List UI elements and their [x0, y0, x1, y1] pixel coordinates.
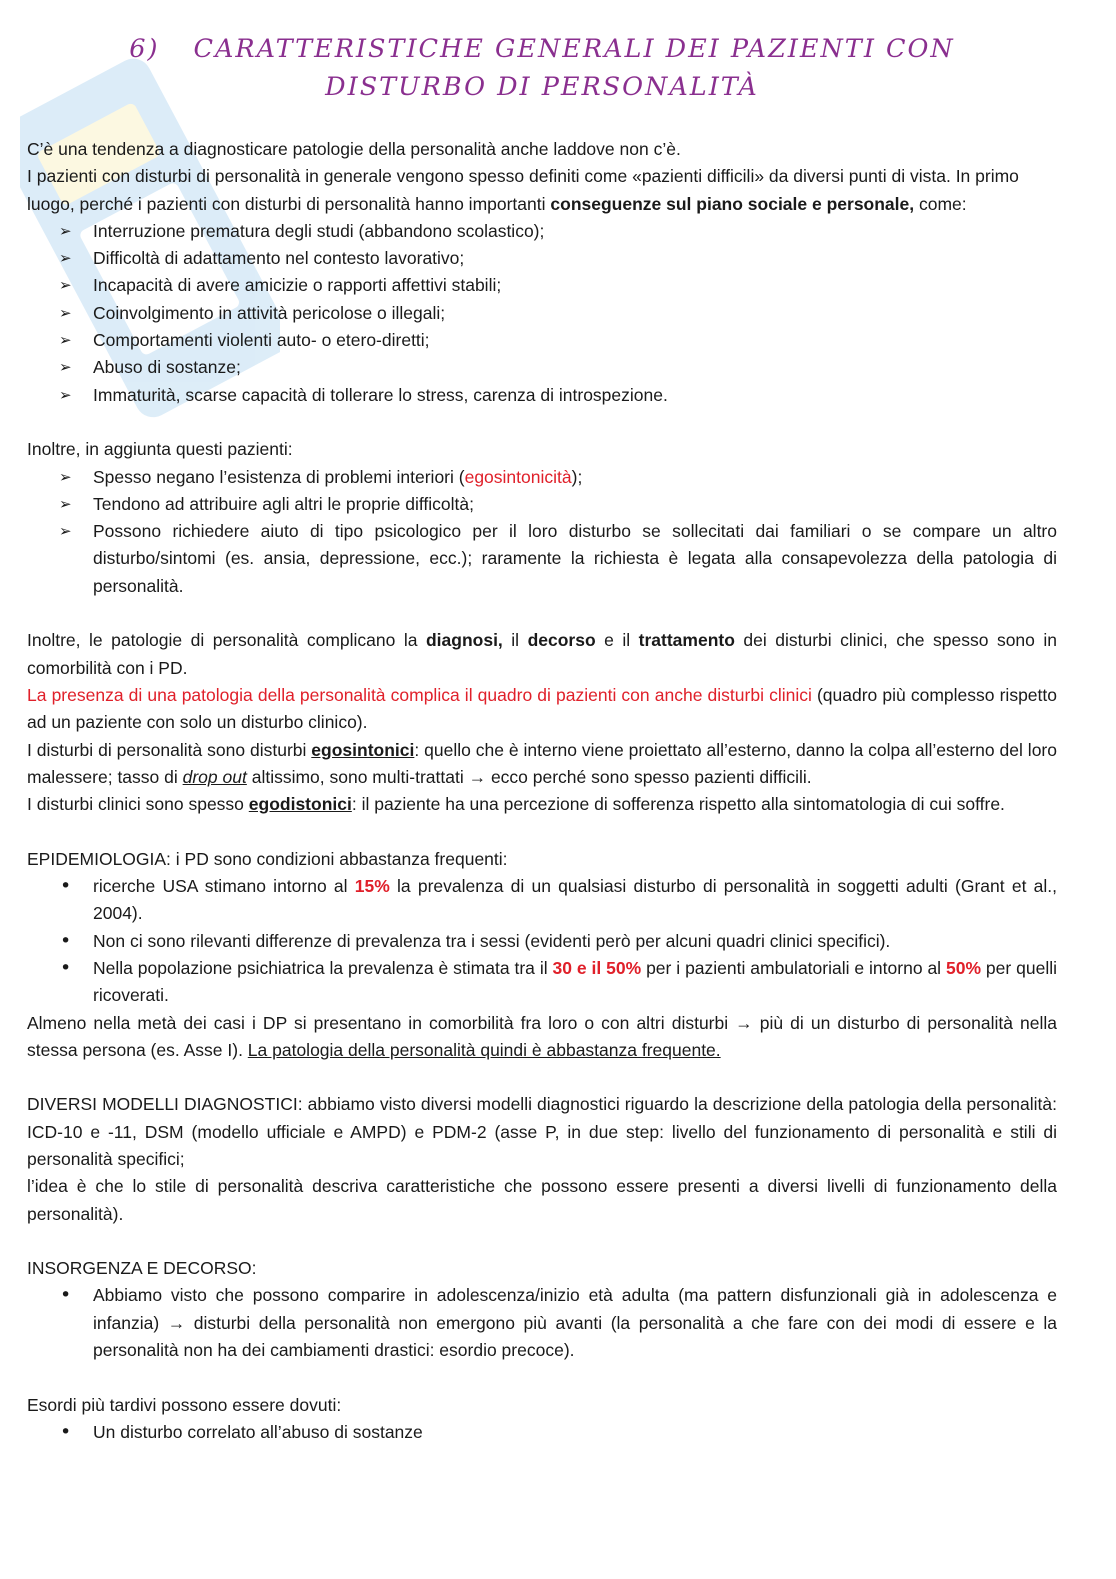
epidemiologia-lead: EPIDEMIOLOGIA: i PD sono condizioni abbastanza frequenti: — [27, 848, 508, 869]
list-item: • Abbiamo visto che possono comparire in adolescenza/inizio età adulta (ma pattern disfunzionali già in adolescenza e infanzia) → disturbi della personalità non emergono più avanti (la personalità a che fare con dei modi di essere e la personalità non ha dei cambiamenti drastici: esordio precoce). — [27, 1282, 1057, 1364]
complications-paragraph: Inoltre, le patologie di personalità complicano la diagnosi, il decorso e il trattamento dei disturbi clinici, che spesso sono in comorbilità con i PD. — [27, 630, 1058, 678]
modelli-paragraph-2: l’idea è che lo stile di personalità descriva caratteristiche che possono essere presenti a diversi livelli di funzionamento della personalità). — [27, 1176, 1057, 1224]
list-item: ➢ Possono richiedere aiuto di tipo psicologico per il loro disturbo se sollecitati dai familiari o se compare un altro disturbo/sintomi (es. ansia, depressione, ecc.); raramente la richiesta è legata alla consapevolezza della patologia di personalità. — [27, 518, 1057, 600]
list-item: ➢ Tendono ad attribuire agli altri le proprie difficoltà; — [27, 491, 1057, 518]
list-item: ➢ Interruzione prematura degli studi (abbandono scolastico); — [27, 218, 1057, 245]
title-number: 6) — [129, 34, 160, 64]
title-line-2: DISTURBO DI PERSONALITÀ — [325, 72, 759, 102]
list-item: ➢ Difficoltà di adattamento nel contesto lavorativo; — [27, 245, 1057, 272]
title-line-1: CARATTERISTICHE GENERALI DEI PAZIENTI CON — [193, 34, 955, 64]
list-item: • Nella popolazione psichiatrica la prevalenza è stimata tra il 30 e il 50% per i pazienti ambulatoriali e intorno al 50% per quelli ricoverati. — [27, 955, 1057, 1010]
traits-list — [27, 464, 1057, 600]
list-item: • ricerche USA stimano intorno al 15% la prevalenza di un qualsiasi disturbo di personalità in soggetti adulti (Grant et al., 2004). — [27, 873, 1057, 928]
highlight-paragraph: La presenza di una patologia della personalità complica il quadro di pazienti con anche disturbi clinici (quadro più complesso rispetto ad un paziente con solo un disturbo clinico). — [27, 684, 1057, 733]
list-item: ➢ Spesso negano l’esistenza di problemi interiori (egosintonicità); — [27, 464, 1057, 491]
list-item: • Non ci sono rilevanti differenze di prevalenza tra i sessi (evidenti però per alcuni quadri clinici specifici). — [27, 928, 1057, 955]
intro-paragraph-2: I pazienti con disturbi di personalità in generale vengono spesso definiti come «pazienti difficili» da diversi punti di vista. In primo luogo, perché i pazienti con disturbi di personalità hanno importanti conseguenze sul piano sociale e personale, come: — [27, 166, 1019, 214]
intro-paragraph-1: C’è una tendenza a diagnosticare patologie della personalità anche laddove non c’è. — [27, 139, 681, 159]
page-title — [27, 30, 1057, 106]
insorgenza-lead: INSORGENZA E DECORSO: — [27, 1258, 257, 1279]
insorgenza-list — [27, 1282, 1057, 1364]
inoltre-lead: Inoltre, in aggiunta questi pazienti: — [27, 439, 293, 460]
egodistonici-paragraph: I disturbi clinici sono spesso egodistonici: il paziente ha una percezione di sofferenza rispetto alla sintomatologia di cui soffre. — [27, 794, 1005, 815]
list-item: ➢ Comportamenti violenti auto- o etero-diretti; — [27, 327, 1057, 354]
list-item: ➢ Immaturità, scarse capacità di tollerare lo stress, carenza di introspezione. — [27, 382, 1057, 409]
list-item: ➢ Incapacità di avere amicizie o rapporti affettivi stabili; — [27, 272, 1057, 299]
esordi-lead: Esordi più tardivi possono essere dovuti: — [27, 1394, 342, 1415]
list-item: ➢ Abuso di sostanze; — [27, 354, 1057, 381]
list-item: ➢ Coinvolgimento in attività pericolose o illegali; — [27, 300, 1057, 327]
comorbidity-paragraph: Almeno nella metà dei casi i DP si presentano in comorbilità fra loro o con altri disturbi → più di un disturbo di personalità nella stessa persona (es. Asse I). La patologia della personalità quindi è abbastanza frequente. — [27, 1012, 1057, 1060]
epidemiologia-list — [27, 873, 1057, 1009]
modelli-paragraph-1: DIVERSI MODELLI DIAGNOSTICI: abbiamo visto diversi modelli diagnostici riguardo la descrizione della patologia della personalità: ICD-10 e -11, DSM (modello ufficiale e AMPD) e PDM-2 (asse P, in due step: livello del funzionamento di personalità e stili di personalità specifici; — [27, 1094, 1057, 1169]
egosintonici-paragraph: I disturbi di personalità sono disturbi egosintonici: quello che è interno viene proiettato all’esterno, danno la colpa all’esterno del loro malessere; tasso di drop out altissimo, sono multi-trattati → ecco perché sono spesso pazienti difficili. — [27, 739, 1057, 787]
esordi-list — [27, 1419, 1057, 1446]
document-page — [27, 30, 1057, 1446]
document-body — [27, 136, 1057, 1446]
consequences-list — [27, 218, 1057, 409]
list-item: • Un disturbo correlato all’abuso di sostanze — [27, 1419, 1057, 1446]
